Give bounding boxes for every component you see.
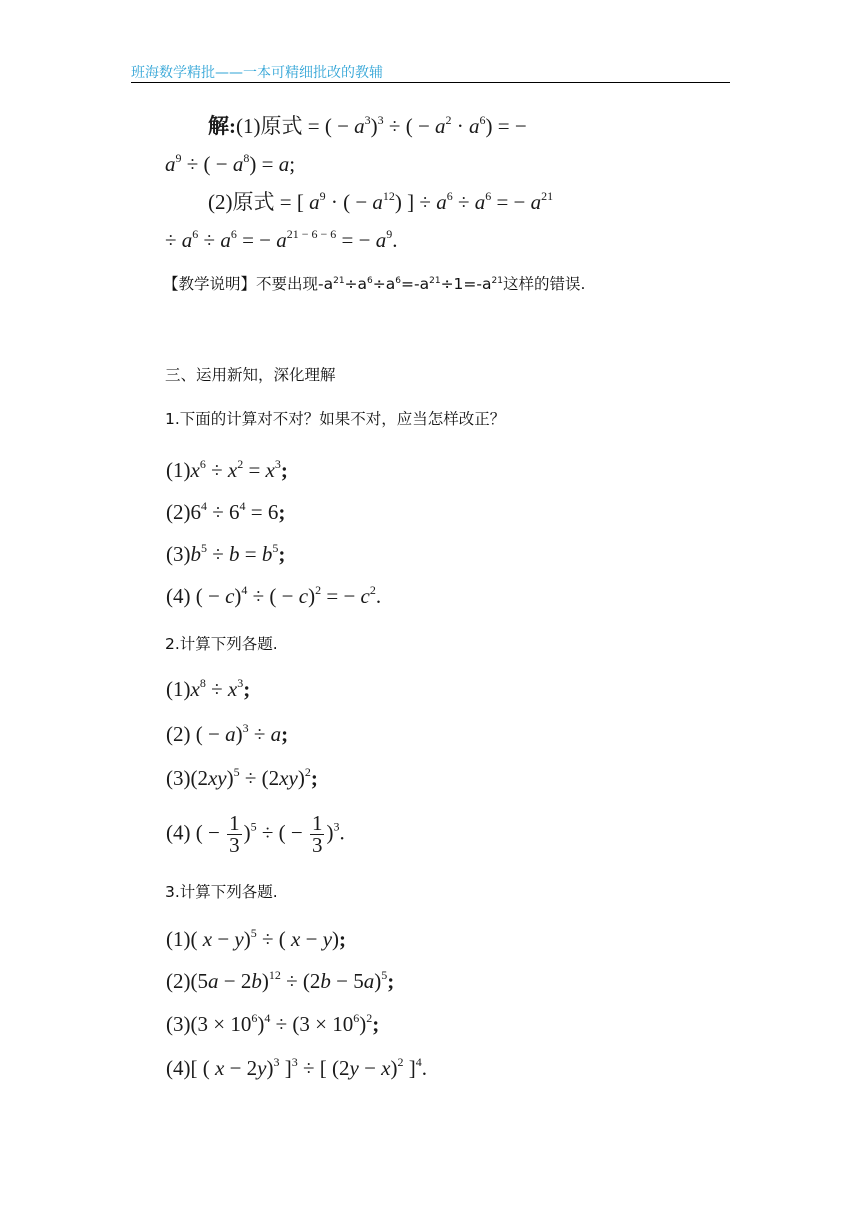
fraction-one-third: $\frac{1}{3}$ [311,811,323,857]
solution-line-1: 解:(1)原式 = ( − $a^3)^3$ ÷ ( − $a^2 \cdot a^6$) = − [208,113,527,138]
solution-line-4: ÷ $a^6 \div a^6$ = − $a^{21 - 6 - 6}$ = − $a^9$. [165,227,398,252]
question-1-item-3: $(3)b^5 \div b = b^5$; [166,541,286,566]
question-2-item-2: (2) ( − a)$^3$ ÷ a; [166,721,289,746]
question-1-item-2: $(2)6^4 \div 6^4 = 6$; [166,499,286,524]
question-1-stem: 1.下面的计算对不对？如果不对，应当怎样改正？ [165,410,506,428]
question-3-item-3: $(3)(3 \times 10^6)^4 \div (3 \times 10^6)^2$; [166,1011,380,1036]
header-divider [131,82,730,83]
question-3-stem: 3.计算下列各题. [165,883,278,901]
question-3-item-1: (1)( x − y)$^5$ ÷ ( x − y); [166,926,347,951]
question-3-item-4: (4)[ ( x − 2y)$^3$ ]$^3$ ÷ [ $(2y - x)^2$ ]$^4$. [166,1055,427,1080]
question-2-item-4: (4) ( − $\frac{1}{3}$ )$^5$ ÷ ( − $\frac{1}{3}$ )$^3$. [166,811,345,857]
question-2-item-3: $(3)(2xy)^5 \div (2xy)^2$; [166,765,318,790]
solution-line-2: $a^9$ ÷ ( − $a^8) = a$; [165,151,296,176]
fraction-one-third: $\frac{1}{3}$ [229,811,240,857]
question-2-stem: 2.计算下列各题. [165,635,278,653]
question-2-item-1: $(1)x^8 \div x^3$; [166,676,251,701]
question-1-item-1: $(1)x^6 \div x^2 = x^3$; [166,457,288,482]
teaching-note: 【教学说明】不要出现$-a^{21}\div a^6\div a^6=-a^{21}\div 1=-a^{21}$这样的错误. [163,275,586,293]
section-title: 三、运用新知，深化理解 [165,366,336,384]
solution-line-3: (2)原式 = [ $a^9$ · ( − $a^{12}$) ] ÷ $a^6 \div a^6$ = − $a^{21}$ [208,189,554,214]
question-3-item-2: $(2)(5a - 2b)^{12} \div (2b - 5a)^5$; [166,968,395,993]
question-1-item-4: (4) ( − c)$^4$ ÷ ( − c)$^2$ = − $c^2$. [166,583,382,608]
header-title: 班海数学精批——一本可精细批改的教辅 [131,65,383,81]
